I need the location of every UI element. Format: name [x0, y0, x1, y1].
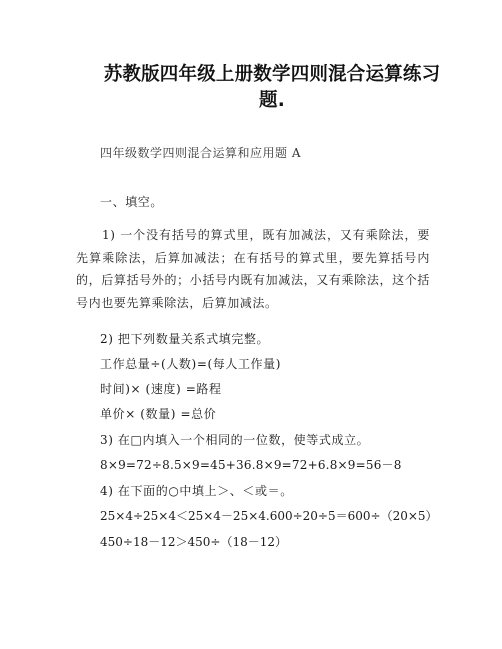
document-subtitle: 四年级数学四则混合运算和应用题 A — [100, 146, 301, 160]
question-2: 2) 把下列数量关系式填完整。 — [100, 332, 270, 346]
question-2-relation-b: 时间)× (速度) =路程 — [100, 382, 222, 396]
section-heading-fill-blanks: 一、填空。 — [100, 195, 164, 209]
question-3: 3) 在□内填入一个相同的一位数，使等式成立。 — [100, 433, 370, 447]
question-2-relation-a: 工作总量÷(人数)=(每人工作量) — [100, 357, 282, 371]
question-2-relation-c: 单价× (数量) =总价 — [100, 407, 217, 421]
question-3-equation: 8×9=72÷8.5×9=45+36.8×9=72+6.8×9=56－8 — [100, 458, 402, 472]
question-4: 4) 在下面的○中填上＞、＜或＝。 — [100, 484, 293, 498]
document-title: 苏教版四年级上册数学四则混合运算练习题. — [103, 64, 441, 111]
question-1-paragraph: 1) 一个没有括号的算式里，既有加减法，又有乘除法，要先算乘除法，后算加减法；在有括号的算式里，要先算括号内的，后算括号外的；小括号内既有加减法，又有乘除法，这个括号内也要先算乘除法，后算加减法。 — [76, 228, 430, 310]
question-4-expression-a: 25×4÷25×4＜25×4－25×4.600÷20÷5＝600÷（20×5） — [100, 509, 438, 523]
question-4-expression-b: 450÷18－12＞450÷（18－12） — [100, 535, 287, 549]
